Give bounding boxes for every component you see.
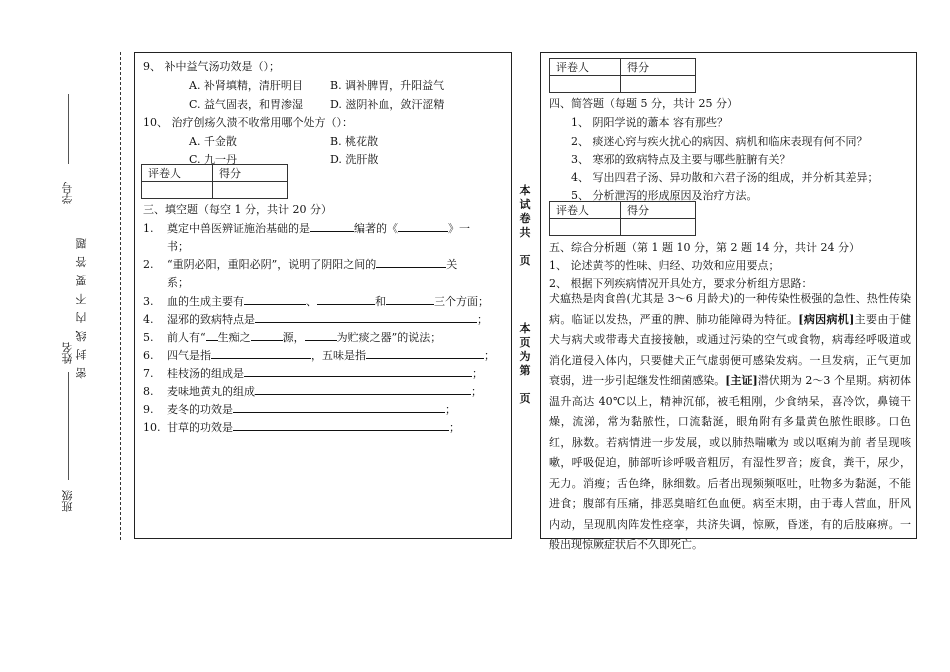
marker-char: 本 xyxy=(519,322,531,335)
fill-3-text-a: 血的生成主要有 xyxy=(167,295,244,308)
fill-9-text-a: 麦冬的功效是 xyxy=(167,403,233,416)
fill-8-text-a: 麦味地黄丸的组成 xyxy=(167,385,255,398)
name-label: 姓名 xyxy=(61,342,74,364)
fill-5-num: 5. xyxy=(143,331,154,344)
section-5-title: 五、综合分析题（第 1 题 10 分，第 2 题 14 分，共计 24 分） xyxy=(549,241,860,254)
marker-char: 页 xyxy=(519,336,531,349)
blank[interactable] xyxy=(366,347,484,359)
case-heading-symptoms: [主证] xyxy=(725,374,758,387)
fill-10 xyxy=(143,419,460,435)
reviewer-header: 评卷人 xyxy=(550,202,621,219)
seal-dashed-line xyxy=(120,52,121,540)
blank[interactable] xyxy=(310,220,354,232)
binding-line-2 xyxy=(68,372,69,480)
fill-5-text-a: 前人有“ xyxy=(167,331,206,344)
short-answer-2: 2、 痰迷心窍与疾火扰心的病因、病机和临床表现有何不同？ xyxy=(571,135,868,148)
fill-2-text-a: “重阴必阳，重阳必阴”，说明了阴阳之间的 xyxy=(167,258,377,271)
fill-1 xyxy=(143,220,470,236)
blank[interactable] xyxy=(255,383,471,395)
marker-char: 试 xyxy=(519,198,531,211)
score-cell[interactable] xyxy=(213,182,288,199)
short-answer-5: 5、 分析泄泻的形成原因及治疗方法。 xyxy=(571,189,758,202)
reviewer-cell[interactable] xyxy=(550,76,621,93)
marker-char: 卷 xyxy=(519,212,531,225)
seal-line-warning: 密 封 线 内 不 要 答 题 xyxy=(75,236,88,379)
grade-table-left xyxy=(141,164,288,199)
blank[interactable] xyxy=(305,329,337,341)
fill-3-text-b: 、 xyxy=(306,295,317,308)
reviewer-cell[interactable] xyxy=(550,219,621,236)
fill-2-cont: 系； xyxy=(167,276,189,289)
blank[interactable] xyxy=(244,293,306,305)
score-header: 得分 xyxy=(621,202,696,219)
fill-8-num: 8. xyxy=(143,385,154,398)
score-cell[interactable] xyxy=(621,219,696,236)
fill-2-text-b: 关 xyxy=(446,258,458,271)
q9-option-c: C. 益气固表，和胃渗湿 xyxy=(189,98,304,111)
fill-7-text-a: 桂枝汤的组成是 xyxy=(167,367,244,380)
fill-4-text-a: 湿邪的致病特点是 xyxy=(167,313,255,326)
fill-1-cont: 书； xyxy=(167,240,189,253)
fill-6-text-c: ； xyxy=(484,349,495,362)
fill-5-text-d: 为贮痰之器”的说法； xyxy=(336,331,442,344)
q10-option-a: A. 千金散 xyxy=(189,135,237,148)
q10-stem: 10、 治疗创疡久溃不收常用哪个处方（）： xyxy=(143,116,353,129)
fill-2 xyxy=(143,256,457,272)
fill-3-text-c: 和 xyxy=(375,295,386,308)
fill-4-text-b: ； xyxy=(477,313,488,326)
case-heading-pathogenesis: [病因病机] xyxy=(798,312,855,326)
fill-8 xyxy=(143,383,482,399)
case-text-1: 犬瘟热是肉食兽(尤其是 3～6 月龄犬)的一种传染性极强的急性、热性传染病。临证以发热，严重的脾、肺功能障碍为特征。 xyxy=(549,292,911,326)
fill-1-text-c: 》一 xyxy=(448,222,470,235)
short-answer-1: 1、 阴阳学说的蕭本 容有那些？ xyxy=(571,116,728,129)
q10-option-b: B. 桃花散 xyxy=(330,135,379,148)
blank[interactable] xyxy=(211,347,311,359)
case-text-2: 主要由于健犬与病犬或带毒犬直接接触，或通过污染的空气或食物，病毒经呼吸道或消化道侵入体内，只要健犬正气虚弱便可感染发病。一旦发病，正气更加衰弱，进一步引起继发性细菌感染。 xyxy=(549,312,911,387)
q9-stem: 9、 补中益气汤功效是（）； xyxy=(143,60,280,73)
fill-3 xyxy=(143,293,489,309)
fill-6 xyxy=(143,347,495,363)
right-panel xyxy=(540,52,917,551)
blank[interactable] xyxy=(376,256,446,268)
binding-line-1 xyxy=(68,94,69,164)
fill-5-text-c: 源， xyxy=(282,331,305,344)
marker-char: 共 xyxy=(519,226,531,239)
q10-option-d: D. 洗肝散 xyxy=(330,153,379,166)
q9-option-d: D. 滋阴补血，敛汗涩精 xyxy=(330,98,445,111)
fill-10-num: 10. xyxy=(143,421,161,434)
fill-6-text-a: 四气是指 xyxy=(167,349,211,362)
fill-8-text-b: ； xyxy=(471,385,482,398)
marker-blank xyxy=(519,240,531,254)
blank[interactable] xyxy=(206,329,218,341)
marker-char: 页 xyxy=(519,254,531,267)
blank[interactable] xyxy=(255,311,477,323)
fill-10-text-a: 甘草的功效是 xyxy=(167,421,233,434)
blank[interactable] xyxy=(233,401,445,413)
marker-char: 第 xyxy=(519,364,531,377)
fill-9-num: 9. xyxy=(143,403,154,416)
fill-1-text-b: 编著的《 xyxy=(354,222,398,235)
comprehensive-2: 2、 根据下列疾病情况开具处方，要求分析组方思路： xyxy=(549,277,813,290)
student-id-label: 学号 xyxy=(61,182,74,204)
marker-char: 为 xyxy=(519,350,531,363)
fill-2-num: 2. xyxy=(143,258,154,271)
marker-char: 页 xyxy=(519,392,531,405)
marker-char: 本 xyxy=(519,184,531,197)
score-header: 得分 xyxy=(621,59,696,76)
q10-option-c: C. 九一丹 xyxy=(189,153,238,166)
blank[interactable] xyxy=(233,419,449,431)
fill-7 xyxy=(143,365,483,381)
reviewer-cell[interactable] xyxy=(142,182,213,199)
fill-7-num: 7. xyxy=(143,367,154,380)
fill-6-text-b: ，五味是指 xyxy=(311,349,366,362)
fill-3-text-d: 三个方面； xyxy=(434,295,489,308)
grade-table-right-1 xyxy=(549,58,696,93)
score-header: 得分 xyxy=(213,165,288,182)
fill-10-text-b: ； xyxy=(449,421,460,434)
blank[interactable] xyxy=(251,329,283,341)
fill-1-text-a: 奠定中兽医辨证施治基础的是 xyxy=(167,222,310,235)
fill-9 xyxy=(143,401,456,417)
score-cell[interactable] xyxy=(621,76,696,93)
blank[interactable] xyxy=(317,293,375,305)
fill-7-text-b: ； xyxy=(472,367,483,380)
reviewer-header: 评卷人 xyxy=(550,59,621,76)
blank[interactable] xyxy=(398,220,448,232)
fill-6-num: 6. xyxy=(143,349,154,362)
blank[interactable] xyxy=(386,293,434,305)
fill-1-num: 1. xyxy=(143,222,154,235)
page-count-marker xyxy=(519,184,531,268)
fill-9-text-b: ； xyxy=(445,403,456,416)
class-label: 班级 xyxy=(61,490,74,512)
blank[interactable] xyxy=(244,365,472,377)
left-panel xyxy=(134,52,512,539)
comprehensive-1: 1、 论述黄芩的性味、归经、功效和应用要点； xyxy=(549,259,780,272)
fill-5 xyxy=(143,329,441,345)
q9-option-a: A. 补肾填精，清肝明目 xyxy=(189,79,303,92)
case-text-3: 潜伏期为 2～3 个星期。病初体温升高达 40℃以上，精神沉郁，被毛粗刚，少食纳呆，喜冷饮，鼻镜干燥，流涕，常为黏脓性，口流黏涎，眼角附有多量黄色脓性眼眵。口色红，脉数。若病情进一步发展，或以肺热喘嗽为 或以呕痢为前 者呈现咳嗽，呼吸促迫，肺部听诊呼吸音粗厉，有湿性罗音；废食，粪干，尿少，无力。消瘦；舌色绛，脉细数。后者出现频频呕吐，吐物多为黏涎，不能进食；腹部有压痛，排恶臭暗红色血便。病至末期，由于毒人营血，肝风内动，呈现肌肉阵发性痉挛，共济失调，惊厥，昏迷，有的后肢麻痹。一般出现惊厥症状后不久即死亡。 xyxy=(549,374,911,551)
fill-5-text-b: 生痴之 xyxy=(217,331,251,344)
fill-4 xyxy=(143,311,488,327)
section-3-title: 三、填空题（每空 1 分，共计 20 分） xyxy=(143,203,332,216)
q9-option-b: B. 调补脾胃，升阳益气 xyxy=(330,79,445,92)
reviewer-header: 评卷人 xyxy=(142,165,213,182)
short-answer-4: 4、 写出四君子汤、异功散和六君子汤的组成，并分析其差异； xyxy=(571,171,879,184)
marker-blank xyxy=(519,378,531,392)
short-answer-3: 3、 寒邪的致病特点及主要与哪些脏腑有关？ xyxy=(571,153,791,166)
grade-table-right-2 xyxy=(549,201,696,236)
page-number-marker xyxy=(519,322,531,406)
case-description xyxy=(549,289,911,556)
fill-4-num: 4. xyxy=(143,313,154,326)
fill-3-num: 3. xyxy=(143,295,154,308)
section-4-title: 四、简答题（每题 5 分，共计 25 分） xyxy=(549,97,738,110)
